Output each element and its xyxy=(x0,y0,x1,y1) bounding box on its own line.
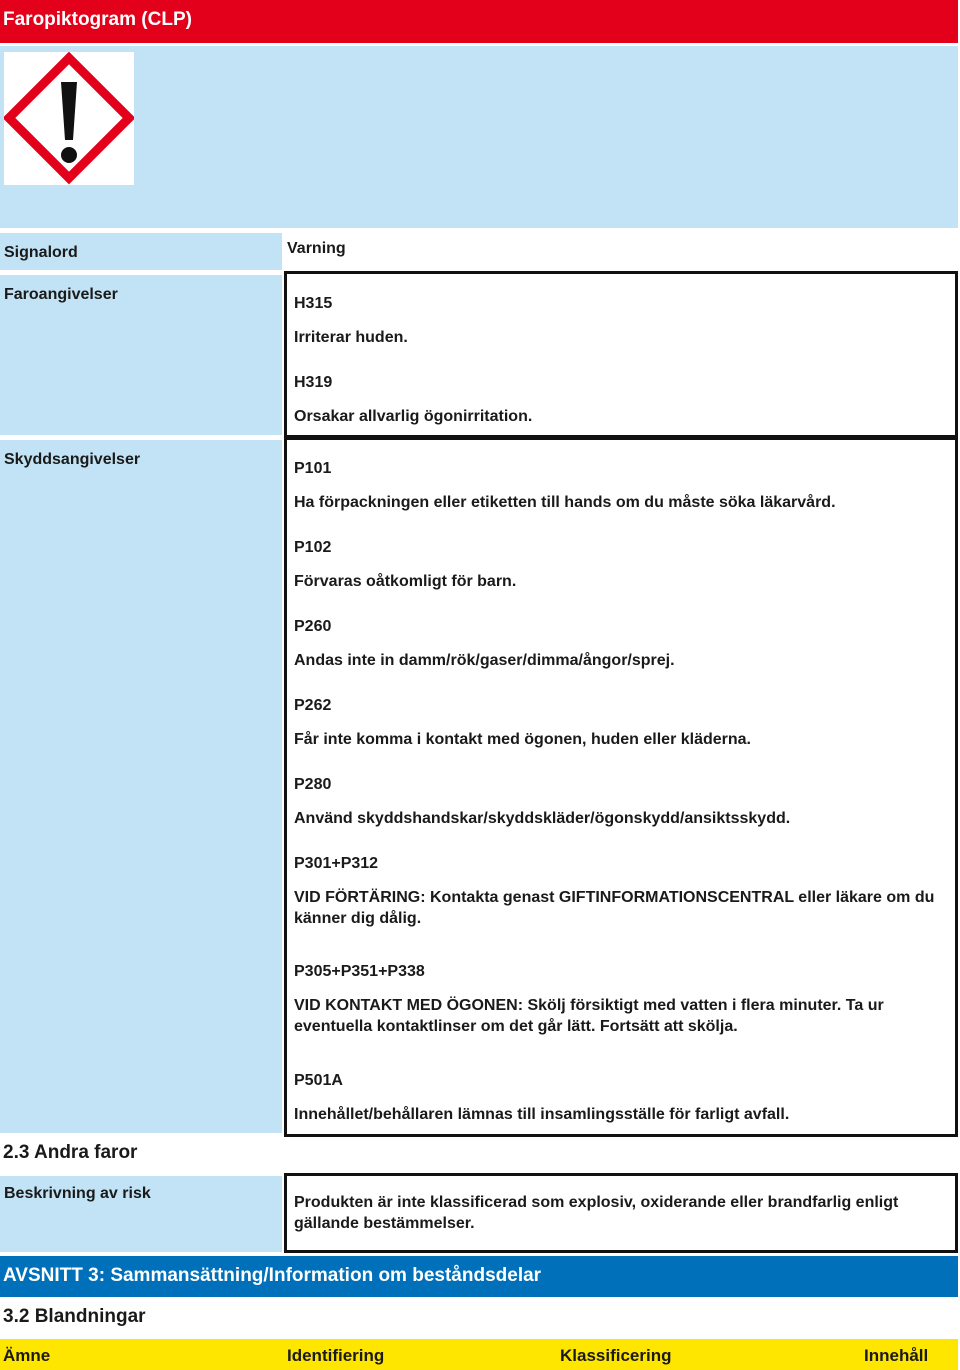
precaution-code: P260 xyxy=(294,618,332,635)
section-header-avsnitt-3: AVSNITT 3: Sammansättning/Information om beståndsdelar xyxy=(0,1256,958,1297)
precaution-text: Ha förpackningen eller etiketten till hands om du måste söka läkarvård. xyxy=(294,494,836,511)
precaution-code: P102 xyxy=(294,539,332,556)
pictogram-area xyxy=(0,46,958,228)
beskrivning-av-risk-label-text: Beskrivning av risk xyxy=(4,1185,151,1202)
andra-faror-heading: 2.3 Andra faror xyxy=(3,1142,138,1163)
column-header-identifiering: Identifiering xyxy=(287,1346,385,1365)
beskrivning-av-risk-label xyxy=(0,1176,282,1252)
faroangivelser-label-text: Faroangivelser xyxy=(4,286,118,303)
signalord-value: Varning xyxy=(287,240,346,257)
hazard-code: H319 xyxy=(294,374,333,391)
skyddsangivelser-box xyxy=(284,437,958,1137)
column-header-innehall: Innehåll xyxy=(864,1346,929,1365)
precaution-text: VID FÖRTÄRING: Kontakta genast GIFTINFORMATIONSCENTRAL eller läkare om du känner dig dålig. xyxy=(294,889,935,927)
section-header-faropiktogram: Faropiktogram (CLP) xyxy=(0,0,958,43)
faroangivelser-label xyxy=(0,275,282,435)
signalord-label: Signalord xyxy=(0,233,282,270)
precaution-text: Förvaras oåtkomligt för barn. xyxy=(294,573,517,590)
hazard-text: Orsakar allvarlig ögonirritation. xyxy=(294,408,533,425)
precaution-code: P305+P351+P338 xyxy=(294,963,425,980)
precaution-code: P280 xyxy=(294,776,332,793)
precaution-code: P101 xyxy=(294,460,332,477)
precaution-code: P301+P312 xyxy=(294,855,379,872)
beskrivning-av-risk-box xyxy=(284,1173,958,1253)
faroangivelser-box xyxy=(284,271,958,438)
mixture-table-header xyxy=(0,1339,958,1370)
hazard-code: H315 xyxy=(294,295,333,312)
pictogram-frame xyxy=(4,52,134,185)
precaution-code: P501A xyxy=(294,1072,343,1089)
precaution-text: Får inte komma i kontakt med ögonen, huden eller kläderna. xyxy=(294,731,751,748)
column-header-klassificering: Klassificering xyxy=(560,1346,672,1365)
precaution-text: VID KONTAKT MED ÖGONEN: Skölj försiktigt med vatten i flera minuter. Ta ur eventuella kontaktlinser om det går lätt. Fortsätt att skölja. xyxy=(294,997,884,1035)
skyddsangivelser-label-text: Skyddsangivelser xyxy=(4,451,141,468)
exclamation-mark-pictogram-icon xyxy=(4,52,134,185)
precaution-code: P262 xyxy=(294,697,332,714)
blandningar-heading: 3.2 Blandningar xyxy=(3,1306,146,1327)
hazard-text: Irriterar huden. xyxy=(294,329,408,346)
precaution-text: Innehållet/behållaren lämnas till insamlingsställe för farligt avfall. xyxy=(294,1106,790,1123)
skyddsangivelser-label xyxy=(0,440,282,1133)
precaution-text: Andas inte in damm/rök/gaser/dimma/ångor/sprej. xyxy=(294,652,675,669)
precaution-text: Använd skyddshandskar/skyddskläder/ögonskydd/ansiktsskydd. xyxy=(294,810,791,827)
risk-description-text: Produkten är inte klassificerad som explosiv, oxiderande eller brandfarlig enligt gällande bestämmelser. xyxy=(294,1194,899,1232)
column-header-amne: Ämne xyxy=(3,1346,51,1365)
